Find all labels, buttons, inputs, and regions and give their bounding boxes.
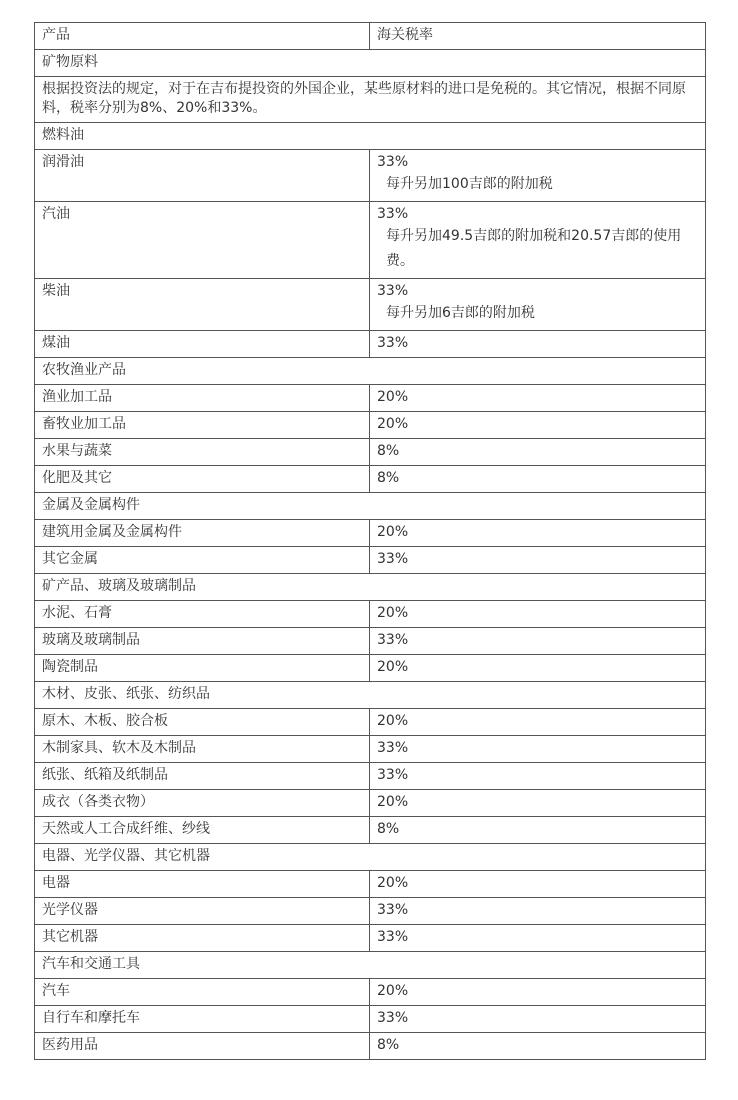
- tariff-rate: 33%: [377, 902, 409, 918]
- product-name: 木制家具、软木及木制品: [35, 736, 370, 763]
- tariff-rate: 8%: [377, 470, 400, 486]
- tariff-rate: 20%: [377, 794, 409, 810]
- surcharge-note: 每升另加49.5吉郎的附加税和20.57吉郎的使用费。: [386, 228, 682, 269]
- rate-cell: [370, 466, 706, 493]
- tariff-rate: 33%: [377, 632, 409, 648]
- table-row: [35, 979, 706, 1006]
- product-name: 润滑油: [35, 150, 370, 202]
- category-title: 汽车和交通工具: [35, 952, 706, 979]
- tariff-rate: 33%: [377, 206, 409, 222]
- tariff-rate: 33%: [377, 767, 409, 783]
- product-name: 成衣（各类衣物）: [35, 790, 370, 817]
- table-row: [35, 1033, 706, 1060]
- product-name: 汽车: [35, 979, 370, 1006]
- rate-cell: [370, 520, 706, 547]
- rate-cell: [370, 790, 706, 817]
- tariff-rate: 33%: [377, 929, 409, 945]
- table-row: [35, 817, 706, 844]
- category-row: [35, 358, 706, 385]
- header-rate: 海关税率: [370, 23, 706, 50]
- rate-cell: [370, 439, 706, 466]
- table-row: [35, 385, 706, 412]
- table-row: [35, 601, 706, 628]
- table-row: [35, 439, 706, 466]
- table-row: [35, 412, 706, 439]
- tariff-rate: 33%: [377, 551, 409, 567]
- product-name: 陶瓷制品: [35, 655, 370, 682]
- product-name: 水果与蔬菜: [35, 439, 370, 466]
- table-row: [35, 655, 706, 682]
- rate-cell: [370, 655, 706, 682]
- product-name: 纸张、纸箱及纸制品: [35, 763, 370, 790]
- table-header-row: [35, 23, 706, 50]
- product-name: 化肥及其它: [35, 466, 370, 493]
- rate-cell: [370, 817, 706, 844]
- tariff-rate: 20%: [377, 875, 409, 891]
- category-row: [35, 844, 706, 871]
- category-row: [35, 574, 706, 601]
- table-row: [35, 709, 706, 736]
- category-row: [35, 952, 706, 979]
- rate-cell: [370, 331, 706, 358]
- rate-cell: [370, 871, 706, 898]
- tariff-rate: 33%: [377, 1010, 409, 1026]
- tariff-rate: 33%: [377, 740, 409, 756]
- product-name: 光学仪器: [35, 898, 370, 925]
- category-row: [35, 50, 706, 77]
- tariff-rate: 8%: [377, 443, 400, 459]
- tariff-rate: 20%: [377, 389, 409, 405]
- rate-cell: [370, 279, 706, 331]
- category-title: 金属及金属构件: [35, 493, 706, 520]
- surcharge-note: 每升另加100吉郎的附加税: [386, 176, 553, 192]
- category-row: [35, 123, 706, 150]
- product-name: 煤油: [35, 331, 370, 358]
- tariff-rate: 33%: [377, 283, 409, 299]
- tariff-rate: 33%: [377, 335, 409, 351]
- rate-cell: [370, 628, 706, 655]
- category-note: 根据投资法的规定，对于在吉布提投资的外国企业，某些原材料的进口是免税的。其它情况，根据不同原料，税率分别为8%、20%和33%。: [35, 77, 706, 123]
- rate-cell: [370, 898, 706, 925]
- product-name: 水泥、石膏: [35, 601, 370, 628]
- rate-cell: [370, 979, 706, 1006]
- rate-cell: [370, 547, 706, 574]
- rate-cell: [370, 150, 706, 202]
- category-title: 燃料油: [35, 123, 706, 150]
- tariff-rate: 20%: [377, 605, 409, 621]
- tariff-rate: 8%: [377, 1037, 400, 1053]
- rate-cell: [370, 736, 706, 763]
- product-name: 原木、木板、胶合板: [35, 709, 370, 736]
- category-row: [35, 493, 706, 520]
- product-name: 医药用品: [35, 1033, 370, 1060]
- rate-cell: [370, 763, 706, 790]
- table-row: [35, 202, 706, 279]
- table-row: [35, 331, 706, 358]
- customs-tariff-table: [34, 22, 706, 1060]
- tariff-rate: 20%: [377, 524, 409, 540]
- tariff-rate: 20%: [377, 416, 409, 432]
- category-title: 矿物原料: [35, 50, 706, 77]
- tariff-rate: 8%: [377, 821, 400, 837]
- category-title: 矿产品、玻璃及玻璃制品: [35, 574, 706, 601]
- category-title: 农牧渔业产品: [35, 358, 706, 385]
- product-name: 建筑用金属及金属构件: [35, 520, 370, 547]
- rate-cell: [370, 385, 706, 412]
- table-row: [35, 736, 706, 763]
- table-row: [35, 150, 706, 202]
- table-row: [35, 790, 706, 817]
- rate-cell: [370, 925, 706, 952]
- rate-cell: [370, 202, 706, 279]
- product-name: 渔业加工品: [35, 385, 370, 412]
- table-row: [35, 279, 706, 331]
- header-product: 产品: [35, 23, 370, 50]
- table-row: [35, 547, 706, 574]
- rate-cell: [370, 709, 706, 736]
- table-row: [35, 871, 706, 898]
- table-row: [35, 898, 706, 925]
- tariff-rate: 33%: [377, 154, 409, 170]
- category-title: 木材、皮张、纸张、纺织品: [35, 682, 706, 709]
- category-title: 电器、光学仪器、其它机器: [35, 844, 706, 871]
- table-row: [35, 925, 706, 952]
- rate-cell: [370, 601, 706, 628]
- product-name: 电器: [35, 871, 370, 898]
- product-name: 其它金属: [35, 547, 370, 574]
- product-name: 畜牧业加工品: [35, 412, 370, 439]
- rate-cell: [370, 1006, 706, 1033]
- product-name: 汽油: [35, 202, 370, 279]
- tariff-rate: 20%: [377, 983, 409, 999]
- category-note-row: [35, 77, 706, 123]
- table-row: [35, 466, 706, 493]
- rate-cell: [370, 1033, 706, 1060]
- table-row: [35, 520, 706, 547]
- product-name: 其它机器: [35, 925, 370, 952]
- product-name: 玻璃及玻璃制品: [35, 628, 370, 655]
- category-row: [35, 682, 706, 709]
- table-row: [35, 763, 706, 790]
- product-name: 自行车和摩托车: [35, 1006, 370, 1033]
- table-row: [35, 628, 706, 655]
- tariff-rate: 20%: [377, 659, 409, 675]
- surcharge-note: 每升另加6吉郎的附加税: [386, 305, 535, 321]
- tariff-rate: 20%: [377, 713, 409, 729]
- table-row: [35, 1006, 706, 1033]
- product-name: 柴油: [35, 279, 370, 331]
- rate-cell: [370, 412, 706, 439]
- tariff-table-body: [35, 23, 706, 1060]
- product-name: 天然或人工合成纤维、纱线: [35, 817, 370, 844]
